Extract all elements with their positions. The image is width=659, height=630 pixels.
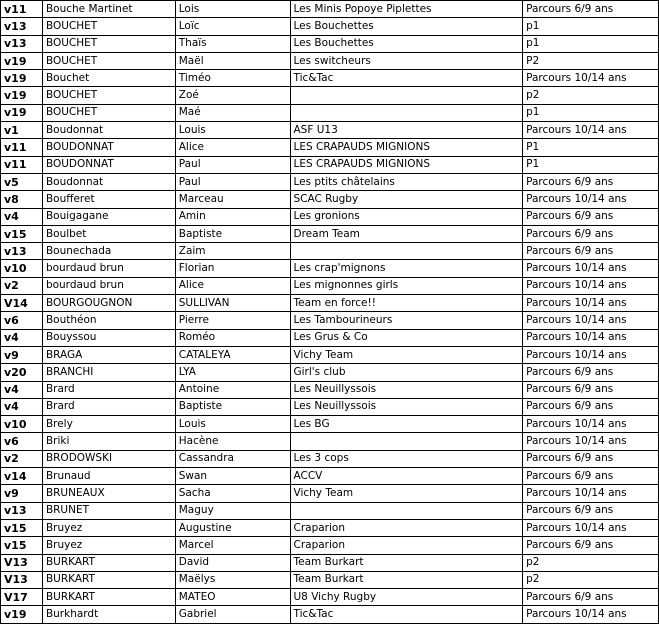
last-name-cell[interactable]: BURKART (42, 554, 175, 571)
course-cell[interactable]: Parcours 10/14 ans (523, 606, 659, 623)
first-name-cell[interactable]: Lois (175, 1, 290, 18)
team-cell[interactable]: Dream Team (290, 225, 523, 242)
first-name-cell[interactable]: Hacène (175, 433, 290, 450)
team-cell[interactable] (290, 243, 523, 260)
course-cell[interactable]: Parcours 6/9 ans (523, 243, 659, 260)
team-cell[interactable]: Les Grus & Co (290, 329, 523, 346)
team-cell[interactable]: Les Bouchettes (290, 35, 523, 52)
group-cell[interactable]: v4 (1, 381, 43, 398)
table-row (1, 468, 659, 485)
first-name-cell[interactable]: Augustine (175, 519, 290, 536)
team-cell[interactable]: Team Burkart (290, 571, 523, 588)
course-cell[interactable]: Parcours 10/14 ans (523, 191, 659, 208)
first-name-cell[interactable]: Zoé (175, 87, 290, 104)
last-name-cell[interactable]: bourdaud brun (42, 277, 175, 294)
table-row (1, 1, 659, 18)
table-row (1, 18, 659, 35)
course-cell[interactable]: Parcours 6/9 ans (523, 1, 659, 18)
team-cell[interactable]: Les switcheurs (290, 52, 523, 69)
group-cell[interactable]: v4 (1, 398, 43, 415)
last-name-cell[interactable]: Brard (42, 398, 175, 415)
last-name-cell[interactable]: BRANCHI (42, 364, 175, 381)
table-row (1, 225, 659, 242)
last-name-cell[interactable]: Bruyez (42, 519, 175, 536)
course-cell[interactable]: p1 (523, 35, 659, 52)
group-cell[interactable]: v13 (1, 18, 43, 35)
team-cell[interactable]: Vichy Team (290, 485, 523, 502)
team-cell[interactable]: Girl's club (290, 364, 523, 381)
first-name-cell[interactable]: Alice (175, 139, 290, 156)
last-name-cell[interactable]: Bouigagane (42, 208, 175, 225)
course-cell[interactable]: P1 (523, 156, 659, 173)
table-row (1, 156, 659, 173)
first-name-cell[interactable]: Paul (175, 173, 290, 190)
first-name-cell[interactable]: Maguy (175, 502, 290, 519)
table-row (1, 70, 659, 87)
last-name-cell[interactable]: BRUNET (42, 502, 175, 519)
first-name-cell[interactable]: Gabriel (175, 606, 290, 623)
course-cell[interactable]: p2 (523, 554, 659, 571)
last-name-cell[interactable]: BOUDONNAT (42, 139, 175, 156)
team-cell[interactable]: Les Minis Popoye Piplettes (290, 1, 523, 18)
course-cell[interactable]: Parcours 6/9 ans (523, 589, 659, 606)
registration-table-body (1, 1, 659, 624)
group-cell[interactable]: v10 (1, 416, 43, 433)
course-cell[interactable]: Parcours 10/14 ans (523, 346, 659, 363)
team-cell[interactable]: Les ptits châtelains (290, 173, 523, 190)
group-cell[interactable]: v5 (1, 173, 43, 190)
table-row (1, 606, 659, 623)
first-name-cell[interactable]: Baptiste (175, 398, 290, 415)
first-name-cell[interactable]: Baptiste (175, 225, 290, 242)
table-row (1, 104, 659, 121)
last-name-cell[interactable]: BOUDONNAT (42, 156, 175, 173)
table-row (1, 35, 659, 52)
table-row (1, 52, 659, 69)
team-cell[interactable]: LES CRAPAUDS MIGNIONS (290, 139, 523, 156)
group-cell[interactable]: v19 (1, 104, 43, 121)
last-name-cell[interactable]: Boulbet (42, 225, 175, 242)
last-name-cell[interactable]: Briki (42, 433, 175, 450)
first-name-cell[interactable]: CATALEYA (175, 346, 290, 363)
first-name-cell[interactable]: Florian (175, 260, 290, 277)
team-cell[interactable]: LES CRAPAUDS MIGNIONS (290, 156, 523, 173)
table-row (1, 519, 659, 536)
team-cell[interactable]: Craparion (290, 519, 523, 536)
last-name-cell[interactable]: BOUCHET (42, 18, 175, 35)
table-row (1, 571, 659, 588)
team-cell[interactable]: Les Neuillyssois (290, 381, 523, 398)
last-name-cell[interactable]: Boufferet (42, 191, 175, 208)
group-cell[interactable]: v11 (1, 139, 43, 156)
team-cell[interactable] (290, 104, 523, 121)
last-name-cell[interactable]: BOUCHET (42, 35, 175, 52)
course-cell[interactable]: Parcours 10/14 ans (523, 329, 659, 346)
group-cell[interactable]: v10 (1, 260, 43, 277)
course-cell[interactable]: Parcours 6/9 ans (523, 450, 659, 467)
course-cell[interactable]: Parcours 6/9 ans (523, 468, 659, 485)
group-cell[interactable]: v9 (1, 346, 43, 363)
last-name-cell[interactable]: Bounechada (42, 243, 175, 260)
group-cell[interactable]: v8 (1, 191, 43, 208)
first-name-cell[interactable]: Amin (175, 208, 290, 225)
last-name-cell[interactable]: BOUCHET (42, 52, 175, 69)
group-cell[interactable]: v4 (1, 329, 43, 346)
course-cell[interactable]: Parcours 10/14 ans (523, 416, 659, 433)
group-cell[interactable]: v19 (1, 52, 43, 69)
group-cell[interactable]: V17 (1, 589, 43, 606)
team-cell[interactable]: Tic&Tac (290, 70, 523, 87)
table-row (1, 485, 659, 502)
last-name-cell[interactable]: BURKART (42, 571, 175, 588)
first-name-cell[interactable]: Loïc (175, 18, 290, 35)
first-name-cell[interactable]: Marceau (175, 191, 290, 208)
table-row (1, 243, 659, 260)
first-name-cell[interactable]: Maël (175, 52, 290, 69)
first-name-cell[interactable]: Pierre (175, 312, 290, 329)
team-cell[interactable]: U8 Vichy Rugby (290, 589, 523, 606)
first-name-cell[interactable]: Thaïs (175, 35, 290, 52)
first-name-cell[interactable]: Louis (175, 416, 290, 433)
course-cell[interactable]: P1 (523, 139, 659, 156)
table-row (1, 502, 659, 519)
team-cell[interactable]: Les BG (290, 416, 523, 433)
table-row (1, 554, 659, 571)
first-name-cell[interactable]: LYA (175, 364, 290, 381)
last-name-cell[interactable]: BRUNEAUX (42, 485, 175, 502)
group-cell[interactable]: V14 (1, 295, 43, 312)
first-name-cell[interactable]: Louis (175, 122, 290, 139)
team-cell[interactable] (290, 502, 523, 519)
table-row (1, 329, 659, 346)
course-cell[interactable]: p1 (523, 18, 659, 35)
first-name-cell[interactable]: Marcel (175, 537, 290, 554)
table-row (1, 191, 659, 208)
table-row (1, 433, 659, 450)
team-cell[interactable]: ASF U13 (290, 122, 523, 139)
course-cell[interactable]: p2 (523, 571, 659, 588)
course-cell[interactable]: Parcours 10/14 ans (523, 295, 659, 312)
group-cell[interactable]: v13 (1, 243, 43, 260)
first-name-cell[interactable]: SULLIVAN (175, 295, 290, 312)
last-name-cell[interactable]: Bruyez (42, 537, 175, 554)
team-cell[interactable]: Les Neuillyssois (290, 398, 523, 415)
team-cell[interactable]: Les gronions (290, 208, 523, 225)
last-name-cell[interactable]: Bouchet (42, 70, 175, 87)
last-name-cell[interactable]: BOURGOUGNON (42, 295, 175, 312)
group-cell[interactable]: v13 (1, 35, 43, 52)
team-cell[interactable]: Les crap'mignons (290, 260, 523, 277)
last-name-cell[interactable]: BRAGA (42, 346, 175, 363)
table-row (1, 295, 659, 312)
course-cell[interactable]: Parcours 10/14 ans (523, 312, 659, 329)
course-cell[interactable]: Parcours 10/14 ans (523, 122, 659, 139)
team-cell[interactable]: ACCV (290, 468, 523, 485)
course-cell[interactable]: Parcours 6/9 ans (523, 537, 659, 554)
course-cell[interactable]: Parcours 10/14 ans (523, 433, 659, 450)
first-name-cell[interactable]: Antoine (175, 381, 290, 398)
group-cell[interactable]: v1 (1, 122, 43, 139)
first-name-cell[interactable]: Maëlys (175, 571, 290, 588)
table-row (1, 381, 659, 398)
table-row (1, 208, 659, 225)
last-name-cell[interactable]: Bouyssou (42, 329, 175, 346)
group-cell[interactable]: v2 (1, 450, 43, 467)
table-row (1, 364, 659, 381)
last-name-cell[interactable]: Boudonnat (42, 173, 175, 190)
first-name-cell[interactable]: Maé (175, 104, 290, 121)
course-cell[interactable]: Parcours 6/9 ans (523, 398, 659, 415)
last-name-cell[interactable]: bourdaud brun (42, 260, 175, 277)
group-cell[interactable]: v2 (1, 277, 43, 294)
group-cell[interactable]: v19 (1, 87, 43, 104)
course-cell[interactable]: Parcours 6/9 ans (523, 381, 659, 398)
group-cell[interactable]: V13 (1, 554, 43, 571)
group-cell[interactable]: v11 (1, 156, 43, 173)
table-row (1, 260, 659, 277)
team-cell[interactable]: Les Tambourineurs (290, 312, 523, 329)
course-cell[interactable]: Parcours 10/14 ans (523, 260, 659, 277)
table-row (1, 87, 659, 104)
group-cell[interactable]: v6 (1, 312, 43, 329)
course-cell[interactable]: Parcours 10/14 ans (523, 519, 659, 536)
group-cell[interactable]: v15 (1, 537, 43, 554)
last-name-cell[interactable]: Bouthéon (42, 312, 175, 329)
group-cell[interactable]: v15 (1, 519, 43, 536)
course-cell[interactable]: p1 (523, 104, 659, 121)
last-name-cell[interactable]: Brard (42, 381, 175, 398)
group-cell[interactable]: v11 (1, 1, 43, 18)
team-cell[interactable]: Les Bouchettes (290, 18, 523, 35)
table-row (1, 277, 659, 294)
team-cell[interactable] (290, 87, 523, 104)
course-cell[interactable]: p2 (523, 87, 659, 104)
team-cell[interactable]: Vichy Team (290, 346, 523, 363)
group-cell[interactable]: v4 (1, 208, 43, 225)
first-name-cell[interactable]: Cassandra (175, 450, 290, 467)
table-row (1, 139, 659, 156)
last-name-cell[interactable]: BURKART (42, 589, 175, 606)
table-row (1, 450, 659, 467)
table-row (1, 173, 659, 190)
team-cell[interactable]: Craparion (290, 537, 523, 554)
course-cell[interactable]: Parcours 10/14 ans (523, 277, 659, 294)
first-name-cell[interactable]: Paul (175, 156, 290, 173)
last-name-cell[interactable]: Bouche Martinet (42, 1, 175, 18)
group-cell[interactable]: v19 (1, 606, 43, 623)
team-cell[interactable]: Les mignonnes girls (290, 277, 523, 294)
group-cell[interactable]: v14 (1, 468, 43, 485)
first-name-cell[interactable]: Sacha (175, 485, 290, 502)
course-cell[interactable]: Parcours 6/9 ans (523, 225, 659, 242)
first-name-cell[interactable]: David (175, 554, 290, 571)
course-cell[interactable]: Parcours 6/9 ans (523, 364, 659, 381)
first-name-cell[interactable]: MATEO (175, 589, 290, 606)
group-cell[interactable]: v15 (1, 225, 43, 242)
first-name-cell[interactable]: Roméo (175, 329, 290, 346)
first-name-cell[interactable]: Zaim (175, 243, 290, 260)
team-cell[interactable]: Team Burkart (290, 554, 523, 571)
last-name-cell[interactable]: BOUCHET (42, 104, 175, 121)
group-cell[interactable]: v13 (1, 502, 43, 519)
first-name-cell[interactable]: Alice (175, 277, 290, 294)
course-cell[interactable]: Parcours 6/9 ans (523, 502, 659, 519)
last-name-cell[interactable]: Brunaud (42, 468, 175, 485)
team-cell[interactable]: SCAC Rugby (290, 191, 523, 208)
first-name-cell[interactable]: Timéo (175, 70, 290, 87)
table-row (1, 416, 659, 433)
team-cell[interactable]: Tic&Tac (290, 606, 523, 623)
table-row (1, 589, 659, 606)
table-row (1, 537, 659, 554)
course-cell[interactable]: Parcours 6/9 ans (523, 208, 659, 225)
last-name-cell[interactable]: BRODOWSKI (42, 450, 175, 467)
last-name-cell[interactable]: BOUCHET (42, 87, 175, 104)
group-cell[interactable]: v6 (1, 433, 43, 450)
course-cell[interactable]: Parcours 6/9 ans (523, 173, 659, 190)
table-row (1, 398, 659, 415)
course-cell[interactable]: Parcours 10/14 ans (523, 485, 659, 502)
group-cell[interactable]: v9 (1, 485, 43, 502)
table-row (1, 122, 659, 139)
course-cell[interactable]: P2 (523, 52, 659, 69)
group-cell[interactable]: V13 (1, 571, 43, 588)
group-cell[interactable]: v20 (1, 364, 43, 381)
last-name-cell[interactable]: Burkhardt (42, 606, 175, 623)
group-cell[interactable]: v19 (1, 70, 43, 87)
first-name-cell[interactable]: Swan (175, 468, 290, 485)
team-cell[interactable]: Team en force!! (290, 295, 523, 312)
table-row (1, 346, 659, 363)
table-row (1, 312, 659, 329)
team-cell[interactable] (290, 433, 523, 450)
last-name-cell[interactable]: Boudonnat (42, 122, 175, 139)
team-cell[interactable]: Les 3 cops (290, 450, 523, 467)
course-cell[interactable]: Parcours 10/14 ans (523, 70, 659, 87)
last-name-cell[interactable]: Brely (42, 416, 175, 433)
